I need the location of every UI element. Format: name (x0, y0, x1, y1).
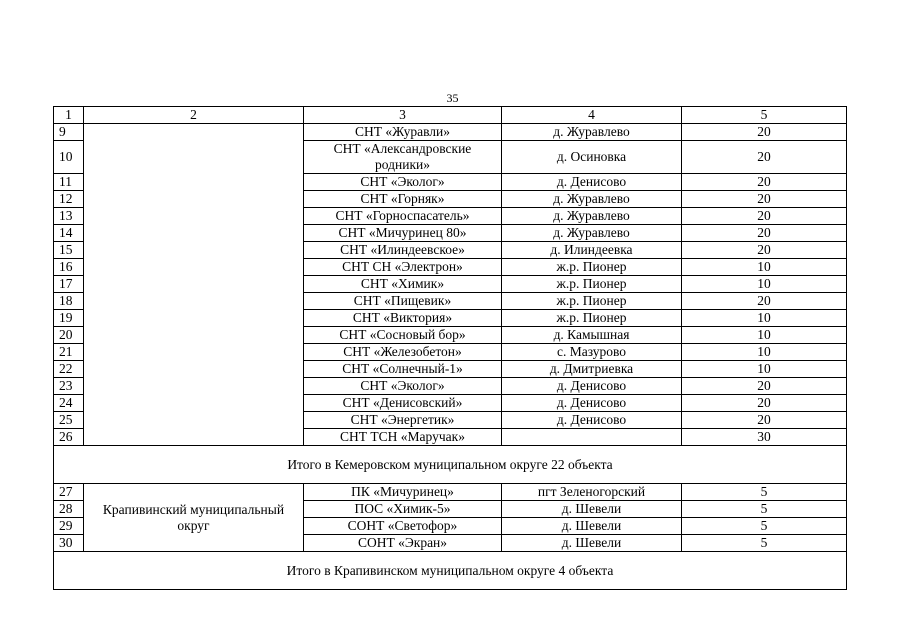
object-name: СНТ «Пищевик» (304, 293, 502, 310)
object-name: СНТ «Илиндеевское» (304, 242, 502, 259)
object-name: СНТ «Мичуринец 80» (304, 225, 502, 242)
object-value: 5 (682, 501, 847, 518)
total-row (54, 446, 847, 484)
header-cell-1: 1 (54, 107, 84, 124)
row-number: 12 (54, 191, 84, 208)
row-number: 15 (54, 242, 84, 259)
row-number: 21 (54, 344, 84, 361)
table-row (54, 484, 847, 501)
object-value: 20 (682, 412, 847, 429)
object-location: пгт Зеленогорский (502, 484, 682, 501)
object-location: ж.р. Пионер (502, 276, 682, 293)
row-number: 18 (54, 293, 84, 310)
object-name: СНТ «Эколог» (304, 174, 502, 191)
row-number: 24 (54, 395, 84, 412)
object-value: 20 (682, 242, 847, 259)
object-value: 10 (682, 276, 847, 293)
object-location: д. Шевели (502, 501, 682, 518)
object-value: 20 (682, 208, 847, 225)
row-number: 16 (54, 259, 84, 276)
object-location: д. Осиновка (502, 141, 682, 174)
object-name: СНТ СН «Электрон» (304, 259, 502, 276)
row-number: 25 (54, 412, 84, 429)
object-location: д. Дмитриевка (502, 361, 682, 378)
row-number: 19 (54, 310, 84, 327)
object-name: СНТ «Горноспасатель» (304, 208, 502, 225)
object-location: д. Денисово (502, 378, 682, 395)
object-name: СНТ «Эколог» (304, 378, 502, 395)
object-location: д. Илиндеевка (502, 242, 682, 259)
header-cell-5: 5 (682, 107, 847, 124)
row-number: 22 (54, 361, 84, 378)
header-cell-2: 2 (84, 107, 304, 124)
object-value: 20 (682, 225, 847, 242)
object-name: СНТ «Денисовский» (304, 395, 502, 412)
object-location: д. Шевели (502, 535, 682, 552)
object-name: СНТ «Солнечный-1» (304, 361, 502, 378)
object-name: СНТ «Сосновый бор» (304, 327, 502, 344)
object-location (502, 429, 682, 446)
object-location: ж.р. Пионер (502, 293, 682, 310)
object-location: с. Мазурово (502, 344, 682, 361)
object-value: 20 (682, 141, 847, 174)
row-number: 17 (54, 276, 84, 293)
total-row (54, 552, 847, 590)
object-name: СНТ «Александровские родники» (304, 141, 502, 174)
row-number: 27 (54, 484, 84, 501)
object-name: ПОС «Химик-5» (304, 501, 502, 518)
object-value: 20 (682, 395, 847, 412)
page-number: 35 (446, 91, 459, 105)
object-value: 10 (682, 327, 847, 344)
object-value: 10 (682, 310, 847, 327)
object-location: д. Журавлево (502, 191, 682, 208)
object-name: СНТ «Энергетик» (304, 412, 502, 429)
object-value: 10 (682, 361, 847, 378)
object-name: СНТ «Химик» (304, 276, 502, 293)
object-location: д. Денисово (502, 412, 682, 429)
object-value: 20 (682, 174, 847, 191)
row-number: 11 (54, 174, 84, 191)
object-name: СНТ «Журавли» (304, 124, 502, 141)
object-name: СНТ ТСН «Маручак» (304, 429, 502, 446)
row-number: 14 (54, 225, 84, 242)
object-name: СНТ «Горняк» (304, 191, 502, 208)
object-location: д. Журавлево (502, 124, 682, 141)
row-number: 28 (54, 501, 84, 518)
row-number: 23 (54, 378, 84, 395)
object-location: д. Журавлево (502, 225, 682, 242)
row-number: 30 (54, 535, 84, 552)
object-location: д. Шевели (502, 518, 682, 535)
object-value: 5 (682, 518, 847, 535)
header-cell-3: 3 (304, 107, 502, 124)
total-text: Итого в Крапивинском муниципальном округе 4 объекта (54, 552, 847, 590)
header-cell-4: 4 (502, 107, 682, 124)
object-name: ПК «Мичуринец» (304, 484, 502, 501)
object-name: СОНТ «Экран» (304, 535, 502, 552)
object-value: 20 (682, 124, 847, 141)
row-number: 10 (54, 141, 84, 174)
object-value: 30 (682, 429, 847, 446)
object-location: д. Денисово (502, 174, 682, 191)
object-value: 20 (682, 378, 847, 395)
object-value: 20 (682, 191, 847, 208)
row-number: 29 (54, 518, 84, 535)
row-number: 26 (54, 429, 84, 446)
object-value: 10 (682, 344, 847, 361)
object-value: 10 (682, 259, 847, 276)
object-location: д. Журавлево (502, 208, 682, 225)
object-name: СНТ «Виктория» (304, 310, 502, 327)
object-location: ж.р. Пионер (502, 259, 682, 276)
object-location: ж.р. Пионер (502, 310, 682, 327)
row-number: 20 (54, 327, 84, 344)
objects-table (53, 106, 847, 590)
row-number: 13 (54, 208, 84, 225)
object-value: 5 (682, 535, 847, 552)
table-body (54, 107, 847, 590)
district-cell: Крапивинский муниципальный округ (84, 484, 304, 552)
object-value: 5 (682, 484, 847, 501)
object-location: д. Камышная (502, 327, 682, 344)
object-location: д. Денисово (502, 395, 682, 412)
object-name: СОНТ «Светофор» (304, 518, 502, 535)
object-value: 20 (682, 293, 847, 310)
district-cell (84, 124, 304, 446)
object-name: СНТ «Железобетон» (304, 344, 502, 361)
total-text: Итого в Кемеровском муниципальном округе 22 объекта (54, 446, 847, 484)
table-row (54, 124, 847, 141)
table-header-row (54, 107, 847, 124)
row-number: 9 (54, 124, 84, 141)
